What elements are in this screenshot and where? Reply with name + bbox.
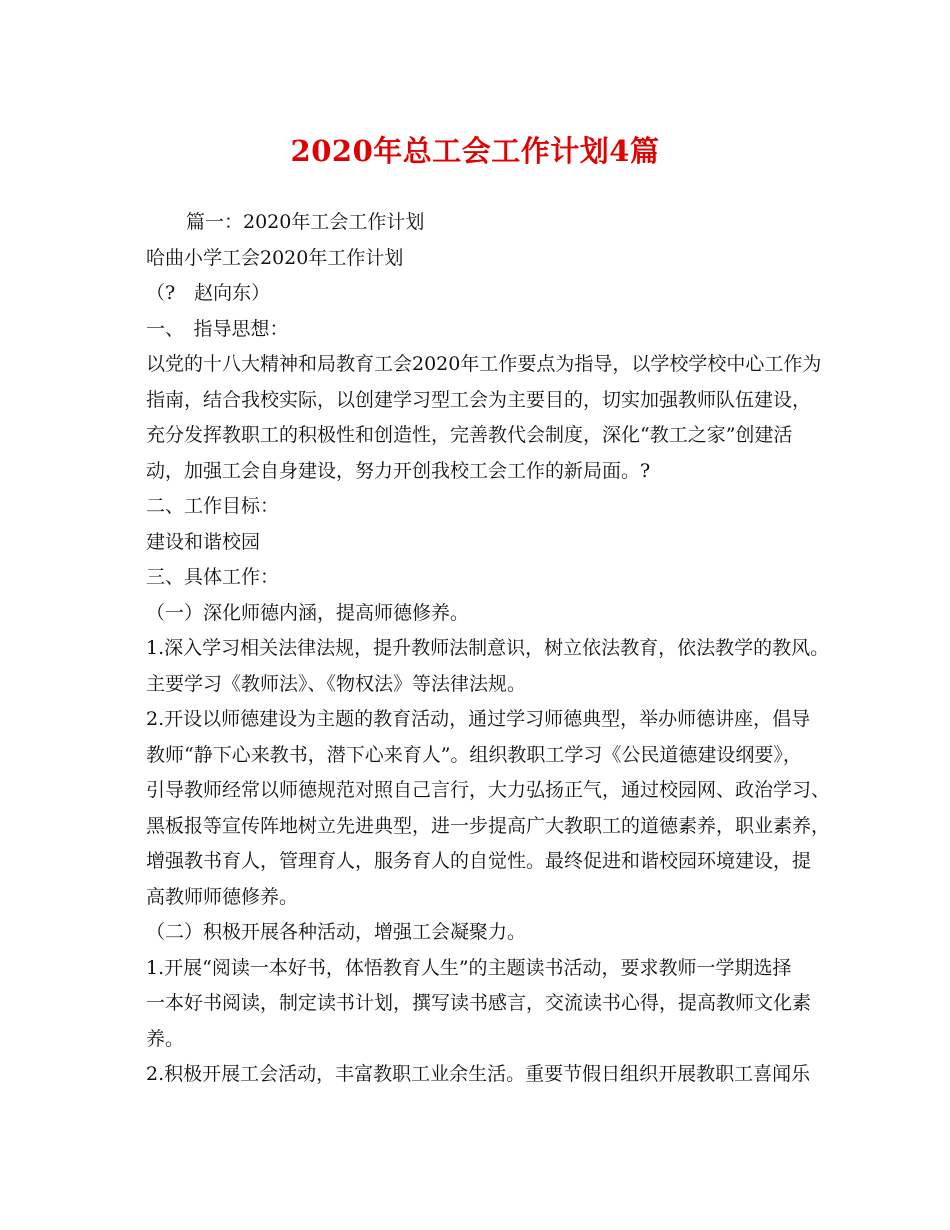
paragraph-line: 引导教师经常以师德规范对照自己言行，大力弘扬正气，通过校园网、政治学习、 bbox=[146, 779, 831, 801]
document-body bbox=[146, 205, 831, 1093]
paragraph-line: 2.开设以师德建设为主题的教育活动，通过学习师德典型，举办师德讲座，倡导 bbox=[146, 708, 811, 730]
paragraph-line: 教师“静下心来教书，潜下心来育人”。组织教职工学习《公民道德建设纲要》， bbox=[146, 743, 802, 766]
paragraph-line: 1.开展“阅读一本好书，体悟教育人生”的主题读书活动，要求教师一学期选择 bbox=[146, 956, 792, 979]
paragraph-line: 高教师师德修养。 bbox=[146, 885, 299, 908]
subheading-1: （一）深化师德内涵，提高师德修养。 bbox=[146, 601, 470, 624]
paragraph-line: 充分发挥教职工的积极性和创造性，完善教代会制度，深化“教工之家”创建活 bbox=[146, 424, 793, 446]
document-title: 2020年总工会工作计划4篇 bbox=[290, 134, 660, 168]
paragraph-line: 一本好书阅读，制定读书计划，撰写读书感言，交流读书心得，提高教师文化素 bbox=[146, 992, 812, 1014]
heading-guiding-ideology: 一、 指导思想： bbox=[146, 317, 289, 340]
paragraph-line: 建设和谐校园 bbox=[146, 530, 261, 553]
heading-specific-work: 三、具体工作： bbox=[146, 566, 280, 588]
subheading-2: （二）积极开展各种活动，增强工会凝聚力。 bbox=[146, 921, 527, 943]
paragraph-line: 以党的十八大精神和局教育工会2020年工作要点为指导，以学校学校中心工作为 bbox=[146, 353, 822, 375]
paragraph-line: 2.积极开展工会活动，丰富教职工业余生活。重要节假日组织开展教职工喜闻乐 bbox=[146, 1063, 811, 1085]
paragraph-line: 指南，结合我校实际，以创建学习型工会为主要目的，切实加强教师队伍建设， bbox=[146, 388, 812, 411]
document-subtitle: 哈曲小学工会2020年工作计划 bbox=[146, 246, 404, 269]
author-line: （? 赵向东） bbox=[146, 282, 271, 304]
heading-work-goals: 二、工作目标： bbox=[146, 495, 280, 517]
paragraph-line: 养。 bbox=[146, 1027, 185, 1050]
paragraph-line: 动，加强工会自身建设，努力开创我校工会工作的新局面。? bbox=[146, 459, 651, 482]
section-heading: 篇一：2020年工会工作计划 bbox=[186, 211, 425, 233]
paragraph-line: 黑板报等宣传阵地树立先进典型，进一步提高广大教职工的道德素养，职业素养， bbox=[146, 814, 831, 837]
paragraph-line: 增强教书育人，管理育人，服务育人的自觉性。最终促进和谐校园环境建设，提 bbox=[146, 850, 812, 872]
paragraph-line: 1.深入学习相关法律法规，提升教师法制意识，树立依法教育，依法教学的教风。 bbox=[146, 637, 830, 659]
paragraph-line: 主要学习《教师法》、《物权法》等法律法规。 bbox=[146, 672, 527, 695]
